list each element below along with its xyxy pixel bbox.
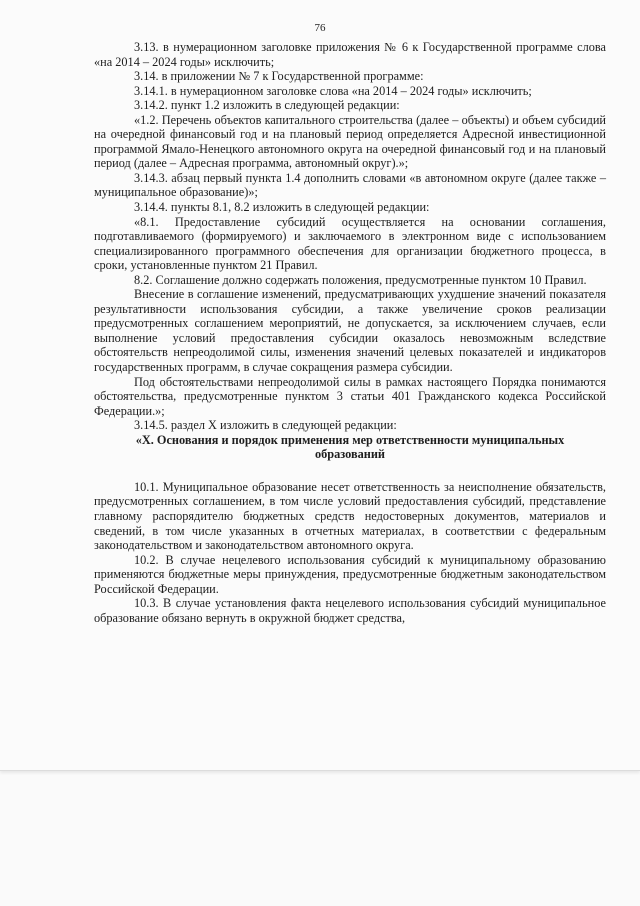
paragraph-8-2: 8.2. Соглашение должно содержать положения, предусмотренные пунктом 10 Правил.: [134, 272, 587, 287]
paragraph-1-2: «1.2. Перечень объектов капитального строительства (далее – объекты) и объем субсидий на очередной финансовый год и на плановый период определяется Адресной инвестиционной программой Ямало-Ненецкого автономного округа на очередной финансовый год и на плановый период (далее – Адресная программа, автономный округ).»;: [94, 112, 606, 171]
page-number: 76: [314, 22, 326, 34]
paragraph-10-1: 10.1. Муниципальное образование несет ответственность за неисполнение обязательств, предусмотренных соглашением, в том числе условий предоставления субсидий, представление главному распорядителю бюджетных средств недостоверных документов, материалов и сведений, в том числе указанных в отчетных материалах, в соответствии с федеральным законодательством и законодательством автономного округа.: [94, 479, 606, 553]
paragraph-amendments: Внесение в соглашение изменений, предусматривающих ухудшение значений показателя результативности использования субсидии, а также увеличение сроков реализации предусмотренных соглашением мероприятий, не допускается, за исключением случаев, если выполнение условий предоставления субсидии оказалось невозможным вследствие обстоятельств непреодолимой силы, изменения значений целевых показателей и индикаторов государственных программ, в случае сокращения размера субсидии.: [94, 287, 606, 375]
paragraph-8-1: «8.1. Предоставление субсидий осуществляется на основании соглашения, подготавливаемого (формируемого) и заключаемого в электронном виде с использованием специализированного программного обеспечения для организации бюджетного процесса, в сроки, установленные пунктом 21 Правил.: [94, 214, 606, 273]
paragraph-force-majeure: Под обстоятельствами непреодолимой силы в рамках настоящего Порядка понимаются обстоятельства, предусмотренные пунктом 3 статьи 401 Гражданского кодекса Российской Федерации.»;: [94, 374, 606, 418]
document-body: [94, 40, 606, 625]
paragraph-3-14-4: 3.14.4. пункты 8.1, 8.2 изложить в следующей редакции:: [134, 200, 430, 215]
paragraph-3-14-3: 3.14.3. абзац первый пункта 1.4 дополнить словами «в автономном округе (далее также – муниципальное образование)»;: [94, 170, 606, 200]
paragraph-3-14-2: 3.14.2. пункт 1.2 изложить в следующей редакции:: [134, 98, 400, 113]
paragraph-3-14-1: 3.14.1. в нумерационном заголовке слова «на 2014 – 2024 годы» исключить;: [134, 83, 532, 98]
paragraph-10-3: 10.3. В случае установления факта нецелевого использования субсидий муниципальное образование обязано вернуть в окружной бюджет средства,: [94, 596, 606, 625]
paragraph-10-2: 10.2. В случае нецелевого использования субсидий к муниципальному образованию применяются бюджетные меры принуждения, предусмотренные бюджетным законодательством Российской Федерации.: [94, 552, 606, 596]
paragraph-3-13: 3.13. в нумерационном заголовке приложения № 6 к Государственной программе слова «на 2014 – 2024 годы» исключить;: [94, 40, 606, 69]
section-heading: «X. Основания и порядок применения мер ответственности муниципальных образований: [135, 432, 565, 462]
paragraph-3-14: 3.14. в приложении № 7 к Государственной программе:: [134, 69, 424, 84]
paragraph-3-14-5: 3.14.5. раздел X изложить в следующей редакции:: [134, 418, 397, 433]
scan-margin: [0, 771, 640, 906]
